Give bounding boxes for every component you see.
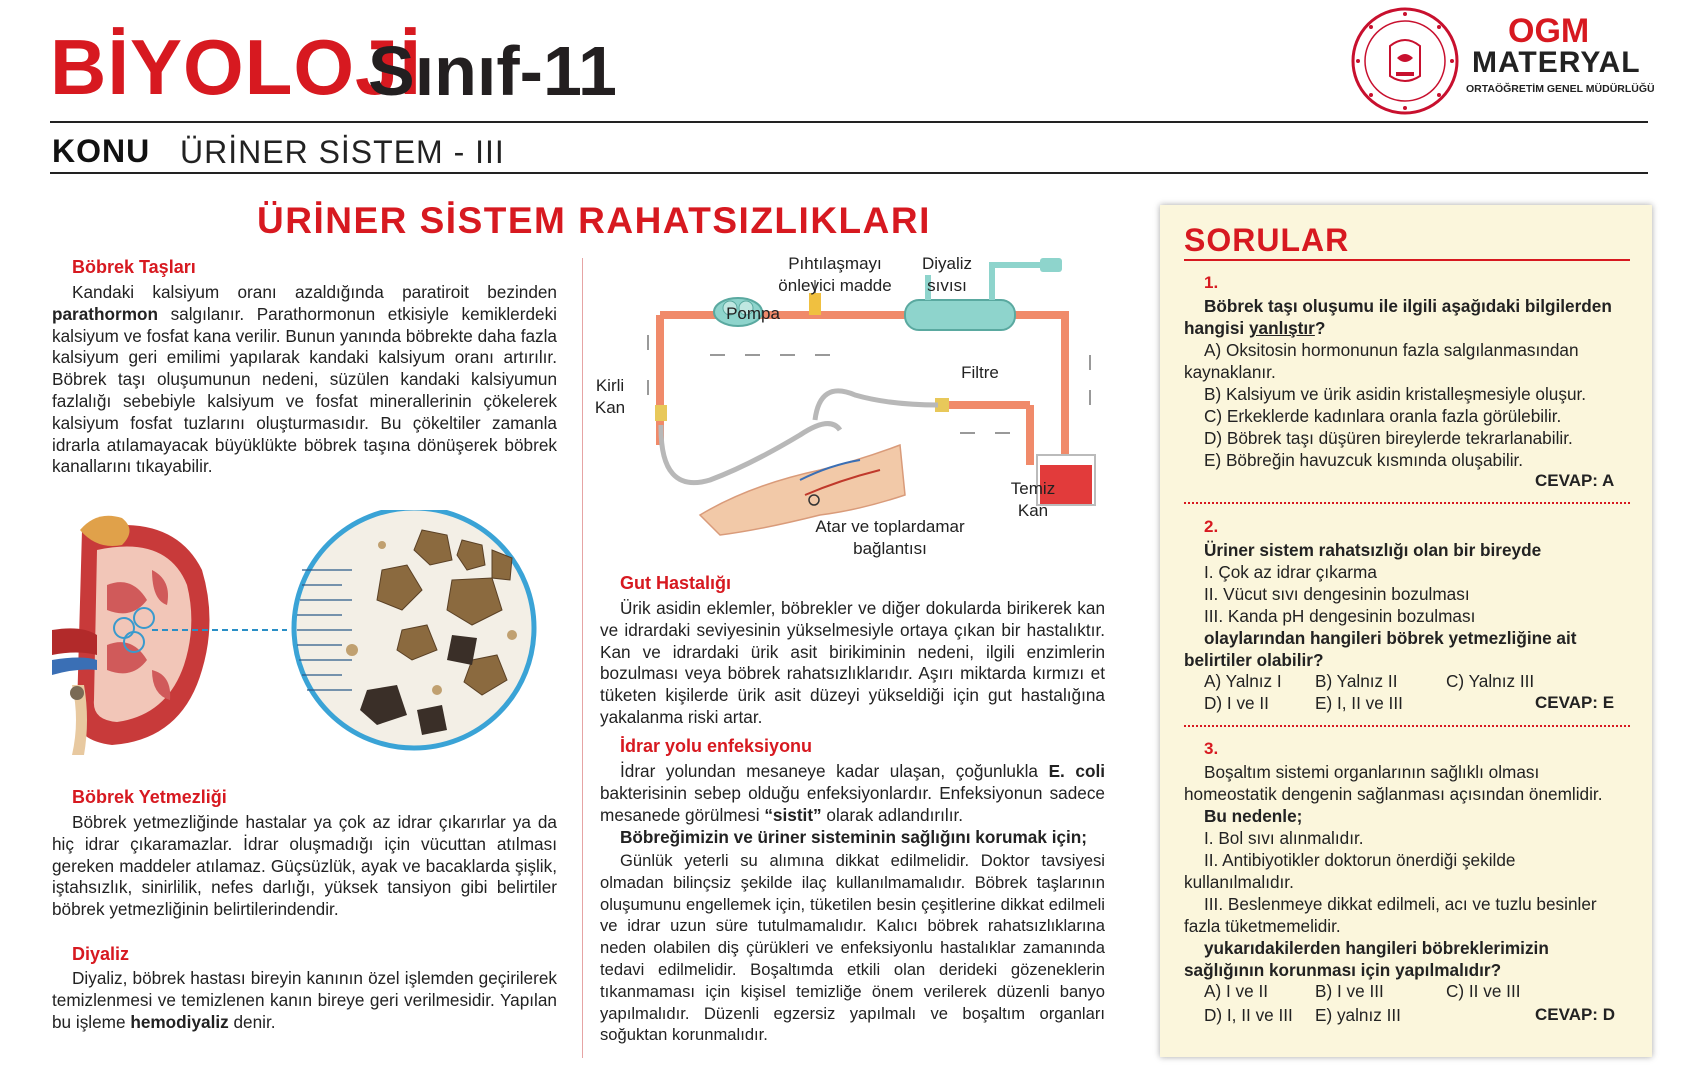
label-kirli-kan: Kirli Kan	[594, 376, 626, 417]
q2-option-d[interactable]: D) I ve II	[1204, 693, 1269, 713]
paragraph-bobrek-taslari: Kandaki kalsiyum oranı azaldığında paratiroit bezinden parathormon salgılanır. Parathormonun etkisiyle kemiklerdeki kalsiyum ve fosfat kana verilir. Bunun yanında böbrekte daha fazla kalsiyum geri emilimi yapılarak kandaki kalsiyum oranı artırılır. Böbrek taşı oluşumunun nedeni, süzülen kandaki kalsiyumun fazlalığı sebebiyle kalsiyum ve fosfat minerallerinin çökelerek kalsiyum fosfat tuzlarını oluşturmasıdır. Bu çökeltiler zamanla idrarla atılamayacak büyüklükte böbrek taşına dönüşerek böbrek kanallarını tıkayabilir.	[52, 282, 557, 477]
heading-koruma: Böbreğimizin ve üriner sisteminin sağlığını korumak için;	[620, 827, 1088, 847]
ogm-logo-text: OGM	[1508, 12, 1590, 50]
grade-title: Sınıf-11	[368, 32, 617, 110]
paragraph-diyaliz: Diyaliz, böbrek hastası bireyin kanının özel işlemden geçirilerek temizlenmesi ve temizlenen kanın bireye geri verilmesidir. Yapılan bu işleme hemodiyaliz denir.	[52, 968, 557, 1032]
q3-option-d[interactable]: D) I, II ve III	[1204, 1005, 1293, 1025]
q2-item-1: I. Çok az idrar çıkarma	[1204, 562, 1377, 582]
materyal-logo-text: MATERYAL	[1472, 46, 1641, 79]
q1-option-e[interactable]: E) Böbreğin havuzcuk kısmında oluşabilir.	[1204, 450, 1524, 470]
q3-option-a[interactable]: A) I ve II	[1204, 981, 1268, 1001]
q2-separator	[1184, 725, 1630, 727]
heading-bobrek-yetmezligi: Böbrek Yetmezliği	[72, 787, 227, 807]
paragraph-bobrek-yetmezligi: Böbrek yetmezliğinde hastalar ya çok az idrar çıkarırlar ya da hiç idrar çıkaramazlar. İdrar oluşmadığı için vücuttan atılması gereken maddeler atılamaz. Güçsüzlük, ayak ve bacaklarda şişlik, iştahsızlık, sinirlilik, nefes darlığı, yüksek tansiyon gibi belirtiler böbrek yetmezliğinin belirtilerindendir.	[52, 812, 557, 920]
q3-item-3: III. Beslenmeye dikkat edilmeli, acı ve tuzlu besinler fazla tüketmemelidir.	[1184, 894, 1597, 936]
q2-stem-2: olaylarından hangileri böbrek yetmezliğine ait belirtiler olabilir?	[1184, 628, 1577, 670]
q1-option-d[interactable]: D) Böbrek taşı düşüren bireylerde tekrarlanabilir.	[1204, 428, 1573, 448]
q3-nedenle: Bu nedenle;	[1204, 806, 1303, 826]
heading-bobrek-taslari: Böbrek Taşları	[72, 257, 196, 277]
q2-item-2: II. Vücut sıvı dengesinin bozulması	[1204, 584, 1470, 604]
konu-title: ÜRİNER SİSTEM - III	[180, 134, 505, 170]
q3-number: 3.	[1204, 739, 1219, 758]
label-filtre: Filtre	[961, 363, 999, 382]
q1-separator	[1184, 502, 1630, 504]
q2-answer: CEVAP: E	[1535, 693, 1615, 712]
q3-answer: CEVAP: D	[1535, 1005, 1615, 1024]
label-pompa: Pompa	[726, 304, 780, 323]
q3-option-e[interactable]: E) yalnız III	[1315, 1005, 1401, 1025]
heading-diyaliz: Diyaliz	[72, 944, 130, 964]
page-title: ÜRİNER SİSTEM RAHATSIZLIKLARI	[257, 200, 931, 241]
heading-gut: Gut Hastalığı	[620, 573, 732, 593]
q1-number: 1.	[1204, 273, 1219, 292]
header-rule-top	[50, 121, 1648, 123]
q1-option-b[interactable]: B) Kalsiyum ve ürik asidin kristalleşmesiyle oluşur.	[1204, 384, 1587, 404]
kidney-stone-illustration	[52, 510, 557, 760]
column-divider	[582, 258, 583, 1058]
label-temiz-kan: Temiz Kan	[1010, 479, 1056, 520]
q2-stem: Üriner sistem rahatsızlığı olan bir bireyde	[1204, 540, 1542, 560]
q3-item-2: II. Antibiyotikler doktorun önerdiği şekilde kullanılmalıdır.	[1184, 850, 1516, 892]
subject-title: BİYOLOJİ	[50, 23, 423, 111]
paragraph-idrar-yolu: İdrar yolundan mesaneye kadar ulaşan, çoğunlukla E. coli bakterisinin sebep olduğu enfeksiyonlardır. Enfeksiyonun sadece mesanede görülmesi “sistit” olarak adlandırılır.	[600, 761, 1106, 825]
q2-item-3: III. Kanda pH dengesinin bozulması	[1204, 606, 1476, 626]
heading-idrar-yolu: İdrar yolu enfeksiyonu	[620, 736, 813, 756]
label-pihti: Pıhtılaşmayı önleyici madde	[778, 254, 892, 295]
q3-stem-2: yukarıdakilerden hangileri böbreklerimizin sağlığının korunması için yapılmalıdır?	[1184, 938, 1549, 980]
meb-seal-logo	[1350, 6, 1460, 116]
paragraph-gut: Ürik asidin eklemler, böbrekler ve diğer dokularda birikerek kan ve idrardaki seviyesinin yükselmesiyle ortaya çıkan bir hastalıktır. Kan ve idrardaki ürik asit birikiminin nedeni, ilgili enzimlerin bozulması veya böbrek rahatsızlıklarıdır. Aşırı miktarda kırmızı et tüketen kişilerde ürik asit düzeyi yükseldiği için gut hastalığına yakalanma riski artar.	[600, 598, 1105, 727]
q1-option-a[interactable]: A) Oksitosin hormonunun fazla salgılanmasından kaynaklanır.	[1184, 340, 1579, 382]
q3-item-1: I. Bol sıvı alınmalıdır.	[1204, 828, 1364, 848]
label-atar-toplardamar: Atar ve toplardamar bağlantısı	[815, 517, 965, 558]
q2-option-e[interactable]: E) I, II ve III	[1315, 693, 1403, 713]
questions-title-rule	[1184, 259, 1630, 261]
konu-label: KONU	[52, 133, 151, 169]
q2-option-b[interactable]: B) Yalnız II	[1315, 671, 1398, 691]
paragraph-koruma: Günlük yeterli su alımına dikkat edilmelidir. Doktor tavsiyesi olmadan bilinçsiz şekilde ilaç kullanılmamalıdır. Böbrek taşlarının oluşumunu engellemek için, tüketilen besin çeşitlerine dikkat edilmeli ve idrar uzun süre tutulmamalıdır. Kalıcı böbrek rahatsızlıklarına neden olabilen diş çürükleri ve enfeksiyonlu hastalıklar zamanında tedavi edilmelidir. Boşaltımda etkili olan derideki gözeneklerin tıkanmaması için kişisel temizliğe önem verilerek düzenli banyo yapılmalıdır. Düzenli egzersiz yapılmalı ve boşaltım organları soğuktan korunmalıdır.	[600, 851, 1105, 1045]
header-rule-bottom	[50, 172, 1648, 174]
q2-number: 2.	[1204, 517, 1219, 536]
ogm-subtitle: ORTAÖĞRETİM GENEL MÜDÜRLÜĞÜ	[1466, 83, 1655, 95]
label-diyaliz-sivisi: Diyaliz sıvısı	[921, 254, 973, 295]
q1-option-c[interactable]: C) Erkeklerde kadınlara oranla fazla görülebilir.	[1204, 406, 1562, 426]
q2-option-a[interactable]: A) Yalnız I	[1204, 671, 1282, 691]
q1-answer: CEVAP: A	[1535, 471, 1615, 490]
questions-title: SORULAR	[1184, 222, 1350, 258]
q3-option-c[interactable]: C) II ve III	[1446, 981, 1521, 1001]
q3-option-b[interactable]: B) I ve III	[1315, 981, 1384, 1001]
q2-option-c[interactable]: C) Yalnız III	[1446, 671, 1535, 691]
q3-stem: Boşaltım sistemi organlarının sağlıklı olması homeostatik dengenin sağlanması açısından önemlidir.	[1184, 762, 1603, 804]
q1-stem: Böbrek taşı oluşumu ile ilgili aşağıdaki bilgilerden hangisi yanlıştır?	[1184, 296, 1612, 338]
